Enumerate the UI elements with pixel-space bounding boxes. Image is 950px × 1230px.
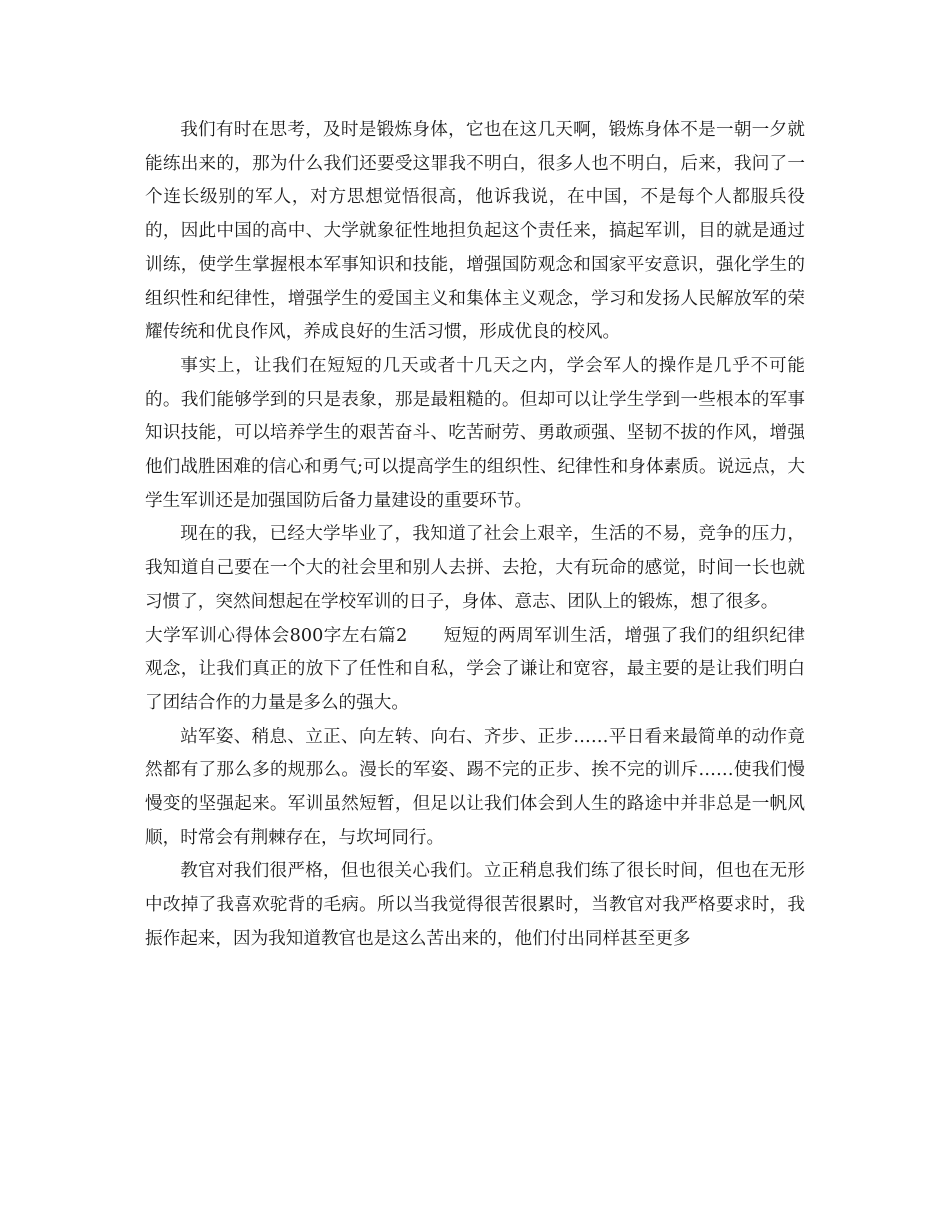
paragraph-2: 事实上，让我们在短短的几天或者十几天之内，学会军人的操作是几乎不可能的。我们能够学到的只是表象，那是最粗糙的。但却可以让学生学到一些根本的军事知识技能，可以培养学生的艰苦奋斗、吃苦耐劳、勇敢顽强、坚韧不拔的作风，增强他们战胜困难的信心和勇气;可以提高学生的组织性、纪律性和身体素质。说远点，大学生军训还是加强国防后备力量建设的重要环节。 — [145, 355, 805, 511]
section-2-intro-paragraph — [145, 620, 805, 721]
paragraph-5: 站军姿、稍息、立正、向左转、向右、齐步、正步……平日看来最简单的动作竟然都有了那么多的规那么。漫长的军姿、踢不完的正步、挨不完的训斥……使我们慢慢变的坚强起来。军训虽然短暂，但足以让我们体会到人生的路途中并非总是一帆风顺，时常会有荆棘存在，与坎坷同行。 — [145, 726, 805, 848]
section-2-heading: 大学军训心得体会800字左右篇2 — [145, 625, 408, 646]
paragraph-3: 现在的我，已经大学毕业了，我知道了社会上艰辛，生活的不易，竞争的压力，我知道自己要在一个大的社会里和别人去拼、去抢，大有玩命的感觉，时间一长也就习惯了，突然间想起在学校军训的日子，身体、意志、团队上的锻炼，想了很多。 — [145, 524, 805, 612]
paragraph-1: 我们有时在思考，及时是锻炼身体，它也在这几天啊，锻炼身体不是一朝一夕就能练出来的，那为什么我们还要受这罪我不明白，很多人也不明白，后来，我问了一个连长级别的军人，对方思想觉悟很高，他诉我说，在中国，不是每个人都服兵役的，因此中国的高中、大学就象征性地担负起这个责任来，搞起军训，目的就是通过训练，使学生掌握根本军事知识和技能，增强国防观念和国家平安意识，强化学生的组织性和纪律性，增强学生的爱国主义和集体主义观念，学习和发扬人民解放军的荣耀传统和优良作风，养成良好的生活习惯，形成优良的校风。 — [145, 120, 805, 343]
paragraph-6: 教官对我们很严格，但也很关心我们。立正稍息我们练了很长时间，但也在无形中改掉了我喜欢驼背的毛病。所以当我觉得很苦很累时，当教官对我严格要求时，我振作起来，因为我知道教官也是这么苦出来的，他们付出同样甚至更多 — [145, 861, 805, 949]
section-2-intro-text: 短短的两周军训生活，增强了我们的组织纪律观念，让我们真正的放下了任性和自私，学会了谦让和宽容，最主要的是让我们明白了团结合作的力量是多么的强大。 — [145, 625, 805, 713]
document-body — [145, 114, 805, 957]
